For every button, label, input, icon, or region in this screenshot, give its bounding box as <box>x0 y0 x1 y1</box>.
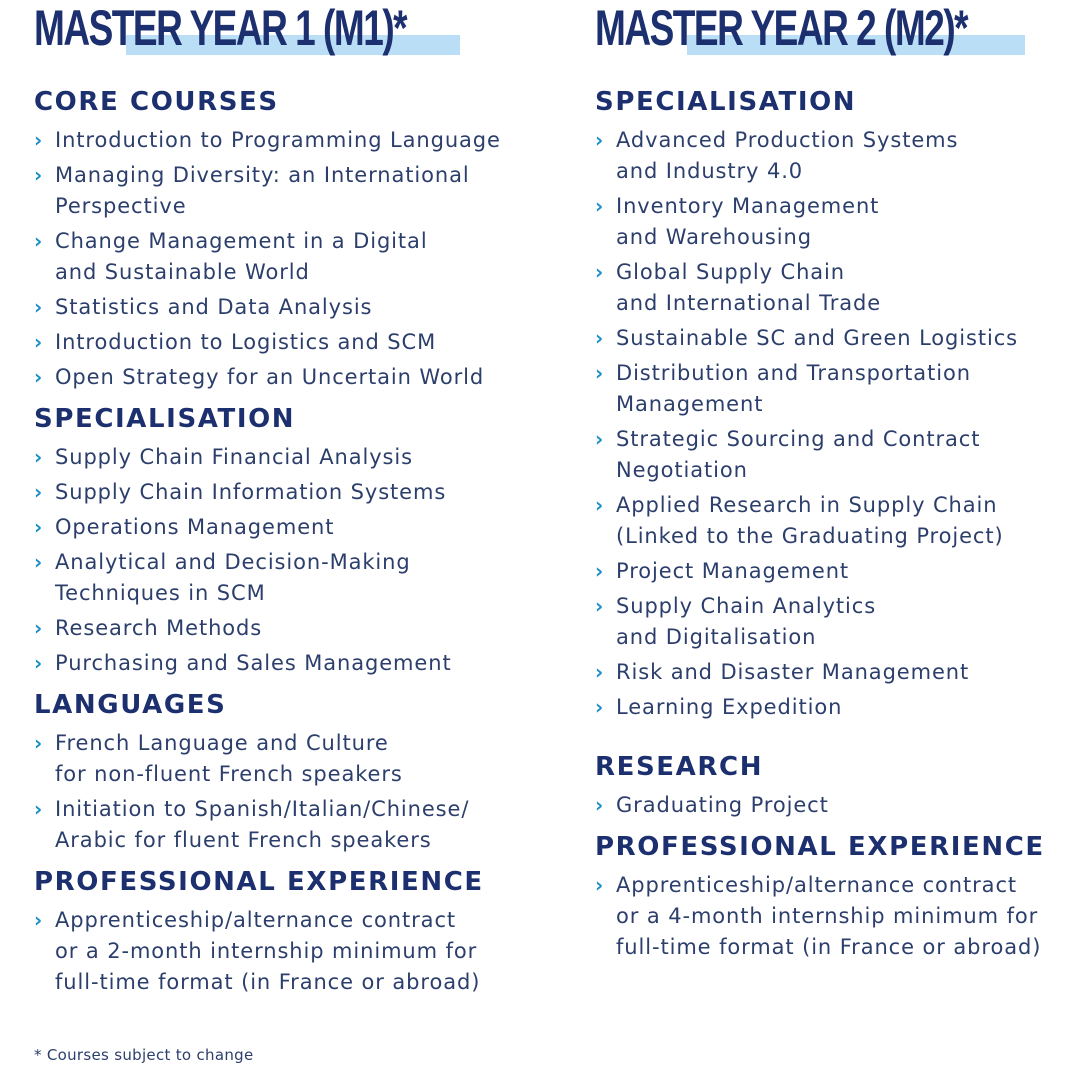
course-item-label: Risk and Disaster Management <box>616 660 970 684</box>
chevron-right-icon: › <box>34 731 44 755</box>
chevron-right-icon: › <box>595 361 605 385</box>
chevron-right-icon: › <box>34 365 44 389</box>
m1-column <box>34 0 554 994</box>
section-heading: SPECIALISATION <box>34 404 296 434</box>
chevron-right-icon: › <box>34 797 44 821</box>
m1-title: MASTER YEAR 1 (M1)* <box>34 0 407 56</box>
course-item-label: Managing Diversity: an International Perspective <box>55 163 470 218</box>
course-item-label: Initiation to Spanish/Italian/Chinese/ Arabic for fluent French speakers <box>55 797 470 852</box>
course-list <box>34 442 554 679</box>
chevron-right-icon: › <box>595 260 605 284</box>
m1-title-block <box>34 0 554 62</box>
section-core-courses <box>34 86 554 393</box>
course-item <box>34 728 554 790</box>
chevron-right-icon: › <box>34 515 44 539</box>
section-heading: PROFESSIONAL EXPERIENCE <box>595 832 1045 862</box>
course-item <box>595 692 1065 723</box>
course-item-label: Supply Chain Analytics and Digitalisation <box>616 594 877 649</box>
chevron-right-icon: › <box>595 427 605 451</box>
chevron-right-icon: › <box>34 616 44 640</box>
section-specialisation <box>34 403 554 679</box>
course-item-label: Operations Management <box>55 515 335 539</box>
m2-sections <box>595 86 1065 967</box>
course-item-label: French Language and Culture for non-fluent French speakers <box>55 731 403 786</box>
chevron-right-icon: › <box>34 229 44 253</box>
course-item-label: Change Management in a Digital and Sustainable World <box>55 229 428 284</box>
section-professional-experience <box>595 831 1065 963</box>
chevron-right-icon: › <box>595 793 605 817</box>
chevron-right-icon: › <box>34 445 44 469</box>
chevron-right-icon: › <box>34 480 44 504</box>
course-item <box>34 125 554 156</box>
course-item <box>34 648 554 679</box>
course-item <box>595 870 1065 963</box>
course-item <box>595 257 1065 319</box>
chevron-right-icon: › <box>595 194 605 218</box>
course-item-label: Purchasing and Sales Management <box>55 651 452 675</box>
chevron-right-icon: › <box>34 908 44 932</box>
m1-sections <box>34 86 554 1002</box>
course-item <box>34 226 554 288</box>
chevron-right-icon: › <box>34 550 44 574</box>
chevron-right-icon: › <box>595 594 605 618</box>
section-specialisation <box>595 86 1065 723</box>
course-item <box>34 327 554 358</box>
course-item-label: Statistics and Data Analysis <box>55 295 373 319</box>
chevron-right-icon: › <box>595 559 605 583</box>
m2-title: MASTER YEAR 2 (M2)* <box>595 0 968 56</box>
chevron-right-icon: › <box>595 326 605 350</box>
course-list <box>34 905 554 998</box>
course-list <box>34 728 554 856</box>
course-item <box>34 442 554 473</box>
course-item-label: Analytical and Decision-Making Techniques in SCM <box>55 550 411 605</box>
course-list <box>34 125 554 393</box>
course-item <box>595 191 1065 253</box>
course-item-label: Supply Chain Information Systems <box>55 480 447 504</box>
section-heading: LANGUAGES <box>34 690 227 720</box>
chevron-right-icon: › <box>595 660 605 684</box>
footnote: * Courses subject to change <box>34 1046 254 1064</box>
course-item <box>34 512 554 543</box>
section-heading: CORE COURSES <box>34 87 279 117</box>
section-languages <box>34 689 554 856</box>
course-item <box>595 490 1065 552</box>
course-item-label: Learning Expedition <box>616 695 843 719</box>
chevron-right-icon: › <box>34 163 44 187</box>
section-research <box>595 751 1065 821</box>
course-item-label: Project Management <box>616 559 850 583</box>
course-item <box>34 794 554 856</box>
course-item <box>595 790 1065 821</box>
course-item <box>595 657 1065 688</box>
course-item <box>595 323 1065 354</box>
course-item-label: Introduction to Programming Language <box>55 128 501 152</box>
course-item <box>34 547 554 609</box>
course-item <box>595 556 1065 587</box>
chevron-right-icon: › <box>595 493 605 517</box>
course-list <box>595 790 1065 821</box>
course-item-label: Supply Chain Financial Analysis <box>55 445 413 469</box>
course-item <box>595 125 1065 187</box>
course-list <box>595 870 1065 963</box>
course-item-label: Sustainable SC and Green Logistics <box>616 326 1019 350</box>
course-item-label: Distribution and Transportation Management <box>616 361 971 416</box>
section-professional-experience <box>34 866 554 998</box>
course-item-label: Introduction to Logistics and SCM <box>55 330 437 354</box>
chevron-right-icon: › <box>34 651 44 675</box>
course-item-label: Applied Research in Supply Chain (Linked to the Graduating Project) <box>616 493 1004 548</box>
chevron-right-icon: › <box>34 330 44 354</box>
course-item <box>34 613 554 644</box>
section-heading: PROFESSIONAL EXPERIENCE <box>34 867 484 897</box>
section-heading: SPECIALISATION <box>595 87 857 117</box>
m2-column <box>595 0 1065 959</box>
course-item-label: Graduating Project <box>616 793 829 817</box>
course-item <box>34 160 554 222</box>
chevron-right-icon: › <box>595 695 605 719</box>
m2-title-block <box>595 0 1065 62</box>
course-item-label: Research Methods <box>55 616 263 640</box>
course-item-label: Global Supply Chain and International Trade <box>616 260 882 315</box>
course-list <box>595 125 1065 723</box>
chevron-right-icon: › <box>595 873 605 897</box>
course-item-label: Advanced Production Systems and Industry 4.0 <box>616 128 959 183</box>
course-item-label: Strategic Sourcing and Contract Negotiation <box>616 427 981 482</box>
course-item <box>595 358 1065 420</box>
chevron-right-icon: › <box>34 295 44 319</box>
course-item <box>34 477 554 508</box>
course-item-label: Apprenticeship/alternance contract or a 2-month internship minimum for full-time format (in France or abroad) <box>55 908 481 994</box>
course-item <box>595 424 1065 486</box>
course-item <box>34 905 554 998</box>
course-item-label: Apprenticeship/alternance contract or a 4-month internship minimum for full-time format (in France or abroad) <box>616 873 1042 959</box>
course-item <box>595 591 1065 653</box>
course-item-label: Inventory Management and Warehousing <box>616 194 880 249</box>
course-item <box>34 292 554 323</box>
chevron-right-icon: › <box>34 128 44 152</box>
course-item-label: Open Strategy for an Uncertain World <box>55 365 485 389</box>
chevron-right-icon: › <box>595 128 605 152</box>
section-heading: RESEARCH <box>595 752 764 782</box>
course-item <box>34 362 554 393</box>
